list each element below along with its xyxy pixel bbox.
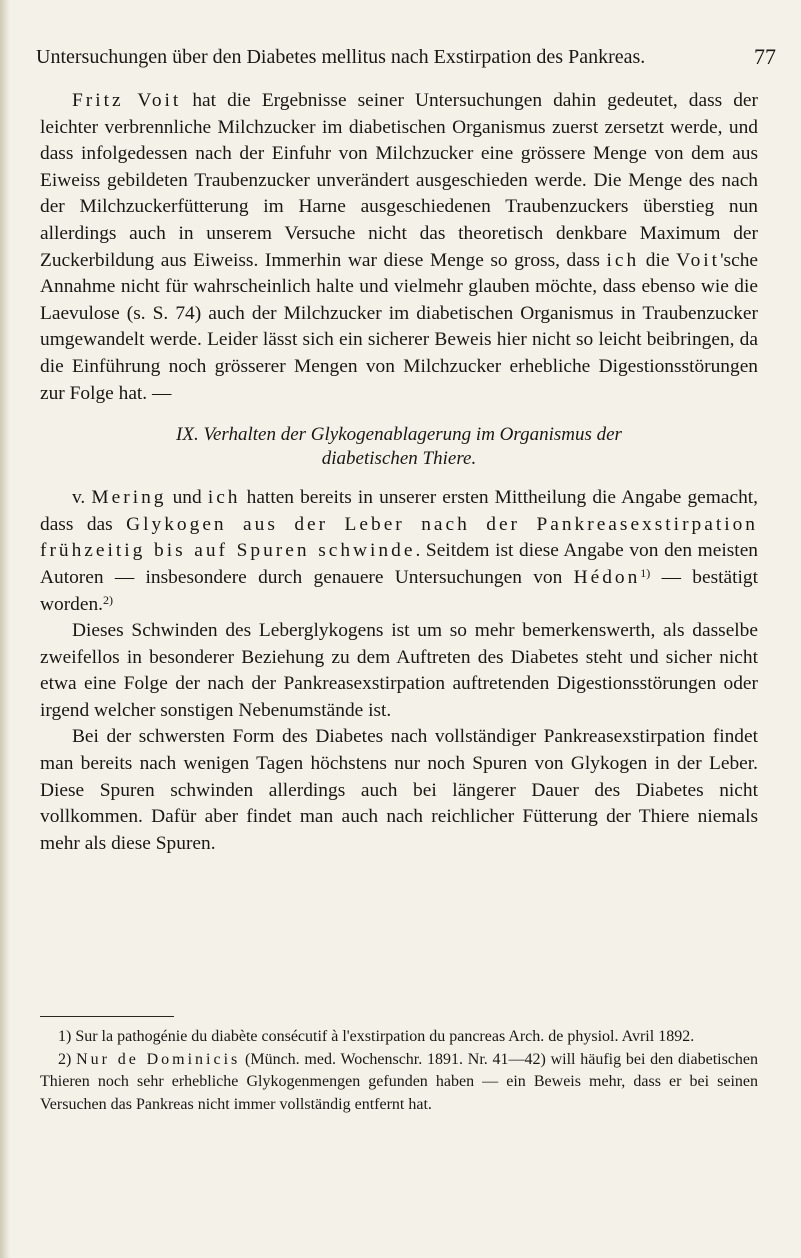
author-name-mering: Mering (91, 487, 167, 509)
paragraph-4: Bei der schwersten Form des Diabetes nach vollständiger Pankreasexstirpation findet man bereits nach wenigen Tagen höchstens nur noch Spuren von Glykogen in der Leber. Diese Spuren schwinden allerdings auch bei längerer Dauer des Diabetes nicht vollkommen. Dafür aber findet man auch nach reichlicher Fütterung der Thiere niemals mehr als diese Spuren. (40, 726, 758, 854)
author-name-voit-2: Voit (676, 249, 721, 271)
paragraph-1: Fritz Voit hat die Ergebnisse seiner Untersuchungen dahin gedeutet, dass der leichter verbrennliche Milchzucker im diabetischen Organismus zuerst zersetzt werde, und dass infolgedessen nach der Einfuhr von Milchzucker eine grössere Menge von dem aus Eiweiss gebildeten Traubenzucker unverändert ausgeschieden werde. Die Menge des nach der Milchzuckerfütterung im Harne ausgeschiedenen Traubenzuckers überstieg nun allerdings auch in unserem Versuche nicht das theoretisch denkbare Maximum der Zuckerbildung aus Eiweiss. Immerhin war diese Menge so gross, dass ich die Voit'sche Annahme nicht für wahrscheinlich halte und vielmehr glauben möchte, dass ebenso wie die Laevulose (s. S. 74) auch der Milchzucker im diabetischen Organismus in Traubenzucker umgewandelt werde. Leider lässt sich ein sicherer Beweis hier nicht so leicht beibringen, da die Einführung noch grösserer Mengen von Milchzucker erhebliche Digestionsstörungen zur Folge hat. — (40, 90, 759, 404)
running-head-title: Untersuchungen über den Diabetes mellitus nach Exstirpation des Pankreas. (36, 46, 646, 68)
section-heading-line-2: diabetischen Thiere. (321, 448, 477, 470)
emphasized-statement: Glykogen aus der Leber nach der Pankreasexstirpation frühzeitig bis auf Spuren schwinde (40, 513, 758, 562)
footnote-ref-1: 1) (640, 565, 651, 580)
footnote-ref-2: 2) (103, 592, 114, 607)
footnote-rule (40, 1016, 174, 1017)
author-name-voit: Fritz Voit (72, 90, 182, 111)
page-number: 77 (754, 44, 776, 69)
footnote-1: 1) Sur la pathogénie du diabète consécutif à l'exstirpation du pancreas Arch. de physiol. Avril 1892. (58, 1028, 695, 1045)
running-head (36, 44, 776, 70)
section-heading-line-1: IX. Verhalten der Glykogenablagerung im Organismus der (176, 424, 622, 446)
author-name-hedon: Hédon (573, 566, 641, 588)
spaced-ich: ich (606, 249, 640, 271)
spaced-ich-2: ich (207, 487, 241, 509)
footnotes (40, 1026, 758, 1116)
paragraph-2: v. Mering und ich hatten bereits in unserer ersten Mittheilung die Angabe gemacht, dass das Glykogen aus der Leber nach der Pankreasexstirpation frühzeitig bis auf Spuren schwinde. Seitdem ist diese Angabe von den meisten Autoren — insbesondere durch genauere Untersuchungen von Hédon$^{1)}$ — bestätigt worden.$^{2)}$ (40, 487, 759, 615)
main-text (40, 88, 758, 857)
footnote-2: 2) Nur de Dominicis (Münch. med. Wochenschr. 1891. Nr. 41—42) will häufig bei den diabetischen Thieren noch sehr erhebliche Glykogenmengen gefunden haben — ein Beweis mehr, dass er bei seinen Versuchen das Pankreas nicht immer vollständig entfernt hat. (40, 1050, 759, 1113)
page-edge-shadow (0, 0, 10, 1258)
paragraph-3: Dieses Schwinden des Leberglykogens ist um so mehr bemerkenswerth, als dasselbe zweifellos in besonderer Beziehung zu dem Auftreten des Diabetes steht und sicher nicht etwa eine Folge der nach der Pankreasexstirpation auftretenden Digestionsstörungen oder irgend welcher sonstigen Nebenumstände ist. (40, 620, 758, 721)
author-name-dominicis: Nur de Dominicis (76, 1050, 241, 1068)
section-heading (40, 423, 758, 471)
